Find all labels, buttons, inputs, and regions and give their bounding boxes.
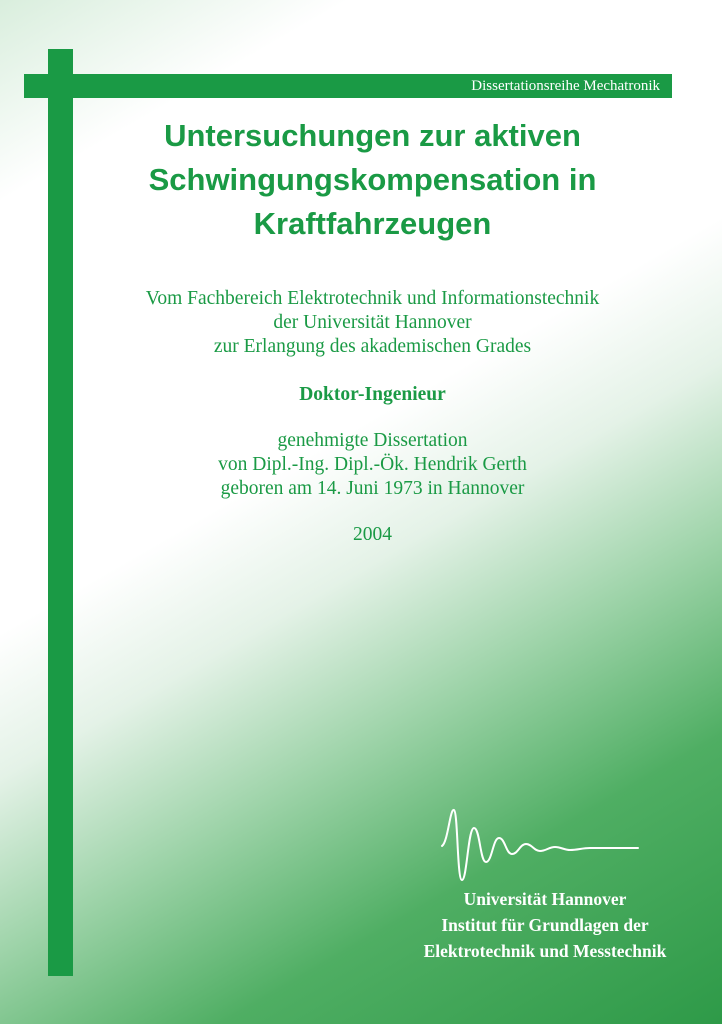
vertical-green-bar [48,49,73,976]
institute-line-1: Institut für Grundlagen der [441,915,649,935]
dissertation-author-block [95,429,650,501]
page-title [95,114,650,246]
university-name: Universität Hannover [463,889,627,909]
faculty-statement [95,287,650,359]
damped-oscillation-icon [440,802,645,884]
faculty-line-1: Vom Fachbereich Elektrotechnik und Informationstechnik [145,288,600,309]
title-line-1: Untersuchungen zur aktiven [164,118,581,153]
degree-title: Doktor-Ingenieur [299,384,446,405]
dissertation-line-1: genehmigte Dissertation [277,430,468,451]
title-line-2: Schwingungskompensation in [148,162,597,197]
faculty-line-2: der Universität Hannover [273,312,472,333]
publication-year: 2004 [353,524,392,545]
birth-line: geboren am 14. Juni 1973 in Hannover [220,478,525,499]
author-line: von Dipl.-Ing. Dipl.-Ök. Hendrik Gerth [218,454,527,475]
faculty-line-3: zur Erlangung des akademischen Grades [213,336,532,357]
series-label: Dissertationsreihe Mechatronik [471,78,660,94]
institution-block [380,886,710,964]
institute-line-2: Elektrotechnik und Messtechnik [423,941,667,961]
title-line-3: Kraftfahrzeugen [253,206,492,241]
